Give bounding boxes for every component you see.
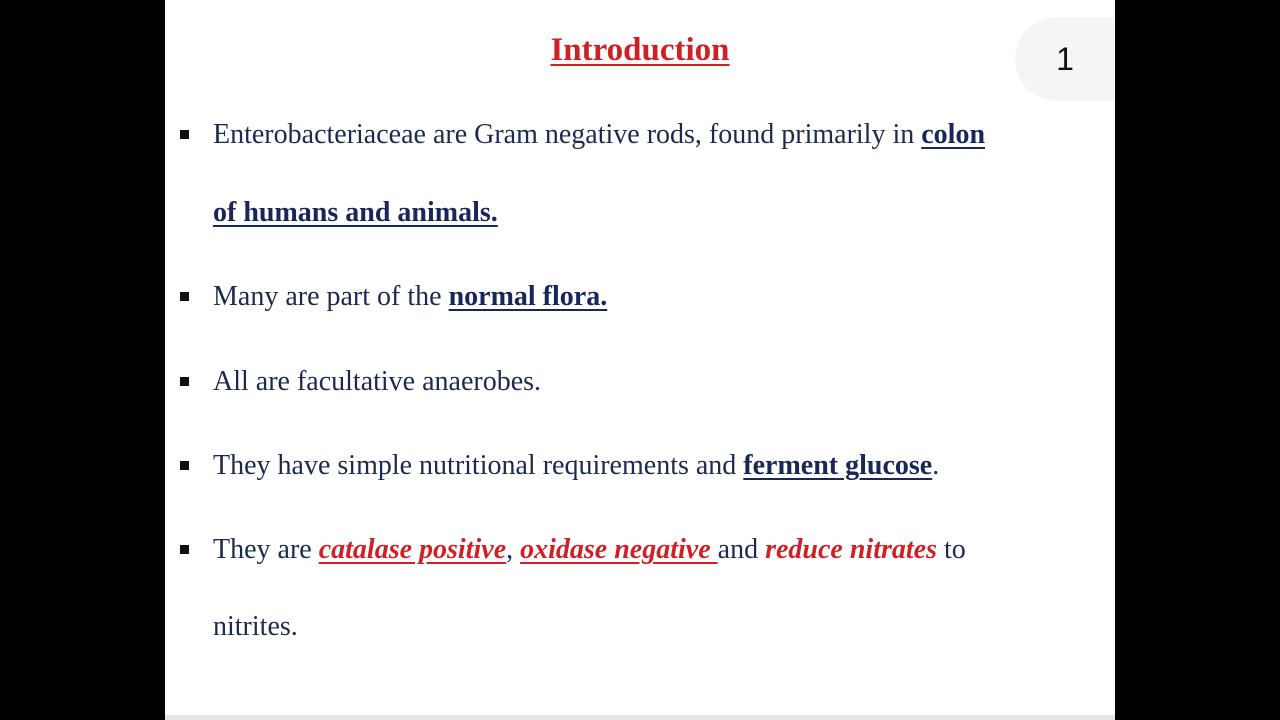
bullet-5-mid: and — [717, 534, 766, 565]
bullet-3-text: All are facultative anaerobes. — [213, 366, 542, 397]
bullet-5-text: They are — [213, 534, 319, 565]
bullet-marker — [180, 292, 189, 301]
bullet-5-emphasis-oxidase: oxidase negative — [520, 534, 718, 565]
page-number-badge — [1015, 17, 1115, 101]
slide — [165, 0, 1115, 720]
slide-bottom-edge — [165, 715, 1115, 720]
bullet-2-emphasis: normal flora. — [448, 281, 608, 312]
slide-title-text: Introduction — [550, 32, 730, 68]
bullet-5-tail: to — [936, 534, 966, 565]
bullet-4-text: They have simple nutritional requirements and — [213, 450, 744, 481]
slide-title — [165, 32, 1115, 69]
page-number: 1 — [1056, 40, 1074, 77]
bullet-1-emphasis-humans: of humans and animals. — [213, 197, 498, 228]
bullet-marker — [180, 461, 189, 470]
bullet-marker — [180, 130, 189, 139]
bullet-1-line-1 — [213, 121, 985, 149]
bullet-3-line — [213, 368, 541, 396]
bullet-marker — [180, 545, 189, 554]
bullet-4-line — [213, 452, 939, 480]
bullet-1-emphasis-colon: colon — [921, 119, 986, 150]
bullet-5-line-1 — [213, 536, 966, 564]
bullet-1-text: Enterobacteriaceae are Gram negative rods, found primarily in — [213, 119, 922, 150]
bullet-5-emphasis-nitrates: reduce nitrates — [765, 534, 937, 565]
bullet-1-line-2 — [213, 199, 498, 227]
bullet-5-line-2 — [213, 613, 298, 641]
bullet-5-emphasis-catalase: catalase positive — [318, 534, 507, 565]
bullet-2-line — [213, 283, 607, 311]
bullet-4-emphasis: ferment glucose — [743, 450, 933, 481]
bullet-marker — [180, 377, 189, 386]
bullet-4-tail: . — [932, 450, 940, 481]
bullet-5-continuation: nitrites. — [213, 611, 298, 642]
bullet-2-text: Many are part of the — [213, 281, 449, 312]
bullet-5-separator: , — [506, 534, 521, 565]
